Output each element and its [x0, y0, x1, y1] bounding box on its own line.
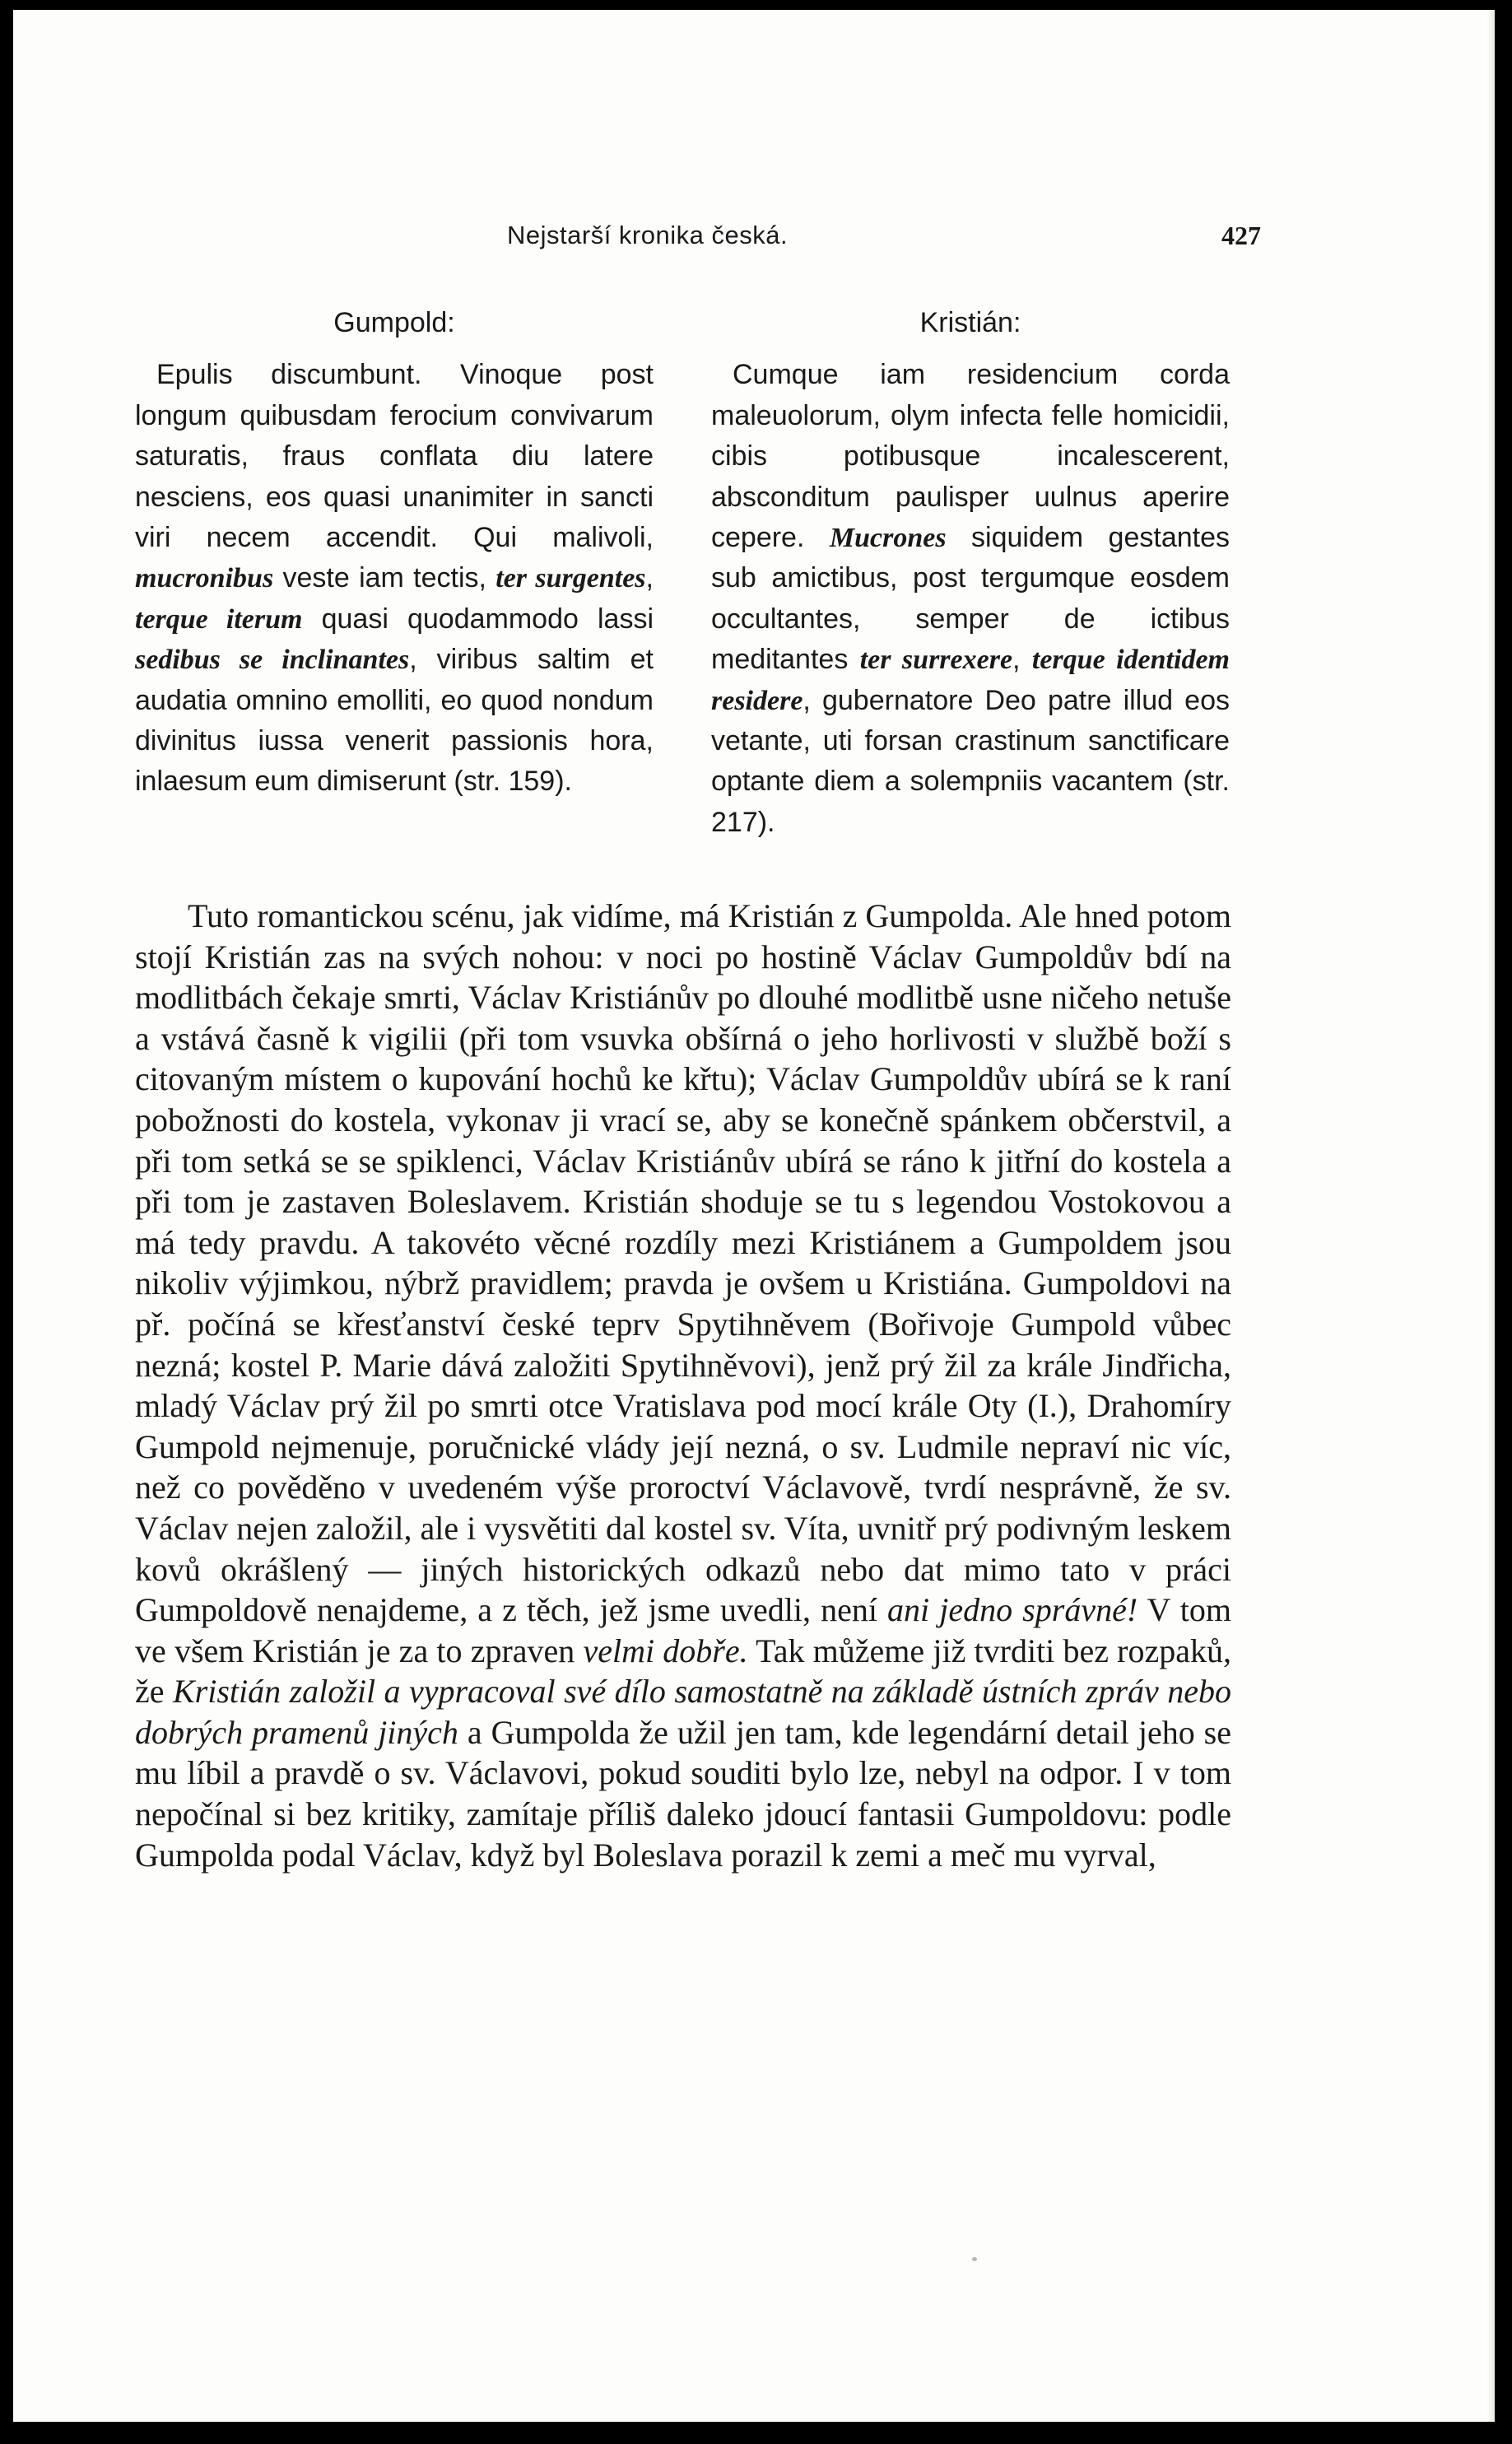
right-column-heading: Kristián: [919, 307, 1021, 338]
emphasis-velmi-dobre: velmi dobře. [583, 1632, 748, 1669]
left-column-latin-text: Epulis discumbunt. Vinoque post longum quibusdam ferocium convivarum saturatis, fraus conflata diu latere nesciens, eos quasi unanimiter in sancti viri necem accendit. Qui malivoli, mucronibus veste iam tectis, ter surgentes, terque iterum quasi quodammodo lassi sedibus se inclinantes, viribus saltim et audatia omnino emolliti, eo quod nondum divinitus iussa venerit passionis hora, inlaesum eum dimiserunt (str. 159). [135, 359, 654, 798]
emphasis-kristian-zalozil: Kristián založil a vypracoval své dílo samostatně na základě ústních zpráv nebo dobrých pramenů jiných [135, 1673, 1231, 1751]
emphasis-ter-surrexere: ter surrexere [859, 645, 1013, 676]
emphasis-mucrones: Mucrones [829, 523, 947, 554]
emphasis-mucronibus: mucronibus [135, 563, 274, 594]
print-smudge [972, 2257, 977, 2261]
running-header [13, 221, 1495, 262]
emphasis-ani-jedno-spravne: ani jedno správné! [887, 1591, 1138, 1629]
page-edge-shadow [1486, 10, 1495, 2422]
book-page [13, 10, 1495, 2422]
left-column-heading: Gumpold: [333, 307, 455, 338]
right-column-latin-text: Cumque iam residencium corda maleuolorum, olym infecta felle homicidii, cibis potibusque incalescerent, absconditum paulisper uulnus aperire cepere. Mucrones siquidem gestantes sub amictibus, post tergumque eosdem occultantes, semper de ictibus meditantes ter surrexere, terque identidem residere, gubernatore Deo patre illud eos vetante, uti forsan crastinum sanctificare optante diem a solempniis vacantem (str. 217). [711, 359, 1230, 838]
emphasis-terque-iterum: terque iterum [135, 603, 303, 635]
running-title: Nejstarší kronika česká. [507, 221, 789, 249]
right-column-kristian [711, 303, 1230, 843]
emphasis-sedibus-se-inclinantes: sedibus se inclinantes [135, 645, 410, 676]
page-number: 427 [1221, 221, 1261, 250]
body-paragraph: Tuto romantickou scénu, jak vidíme, má Kristián z Gumpolda. Ale hned potom stojí Kristián zas na svých nohou: v noci po hostině Václav Gumpoldův bdí na modlitbách čekaje smrti, Václav Kristiánův po dlouhé modlitbě usne ničeho netuše a vstává časně k vigilii (při tom vsuvka obšírná o jeho horlivosti v službě boží s citovaným místem o kupování hochů ke křtu); Václav Gumpoldův ubírá se k raní pobožnosti do kostela, vykonav ji vrací se, aby se konečně spánkem občerstvil, a při tom setká se se spiklenci, Václav Kristiánův ubírá se ráno k jitřní do kostela a při tom je zastaven Boleslavem. Kristián shoduje se tu s legendou Vostokovou a má tedy pravdu. A takovéto věcné rozdíly mezi Kristiánem a Gumpoldem jsou nikoliv výjimkou, nýbrž pravidlem; pravda je ovšem u Kristiána. Gumpoldovi na př. počíná se křesťanství české teprv Spytihněvem (Bořivoje Gumpold vůbec nezná; kostel P. Marie dává založiti Spytihněvovi), jenž prý žil za krále Jindřicha, mladý Václav prý žil po smrti otce Vratislava pod mocí krále Oty (I.), Drahomíry Gumpold nejmenuje, poručnické vlády její nezná, o sv. Ludmile nepraví nic víc, než co pověděno v uvedeném výše proroctví Václavově, tvrdí nesprávně, že sv. Václav nejen založil, ale i vysvětiti dal kostel sv. Víta, uvnitř prý podivným leskem kovů okrášlený — jiných historických odkazů nebo dat mimo tato v práci Gumpoldově nenajdeme, a z těch, jež jsme uvedli, není ani jedno správné! V tom ve všem Kristián je za to zpraven velmi dobře. Tak můžeme již tvrditi bez rozpaků, že Kristián založil a vypracoval své dílo samostatně na základě ústních zpráv nebo dobrých pramenů jiných a Gumpolda že užil jen tam, kde legendární detail jeho se mu líbil a pravdě o sv. Václavovi, pokud souditi bylo lze, nebyl na odpor. I v tom nepočínal si bez kritiky, zamítaje příliš daleko jdoucí fantasii Gumpoldovu: podle Gumpolda podal Václav, když byl Boleslava porazil k zemi a meč mu vyrval, [135, 897, 1232, 1874]
emphasis-terque-identidem-residere: terque identidem residere [711, 645, 1230, 716]
emphasis-ter-surgentes: ter surgentes [495, 563, 646, 594]
left-column-gumpold [135, 303, 654, 803]
